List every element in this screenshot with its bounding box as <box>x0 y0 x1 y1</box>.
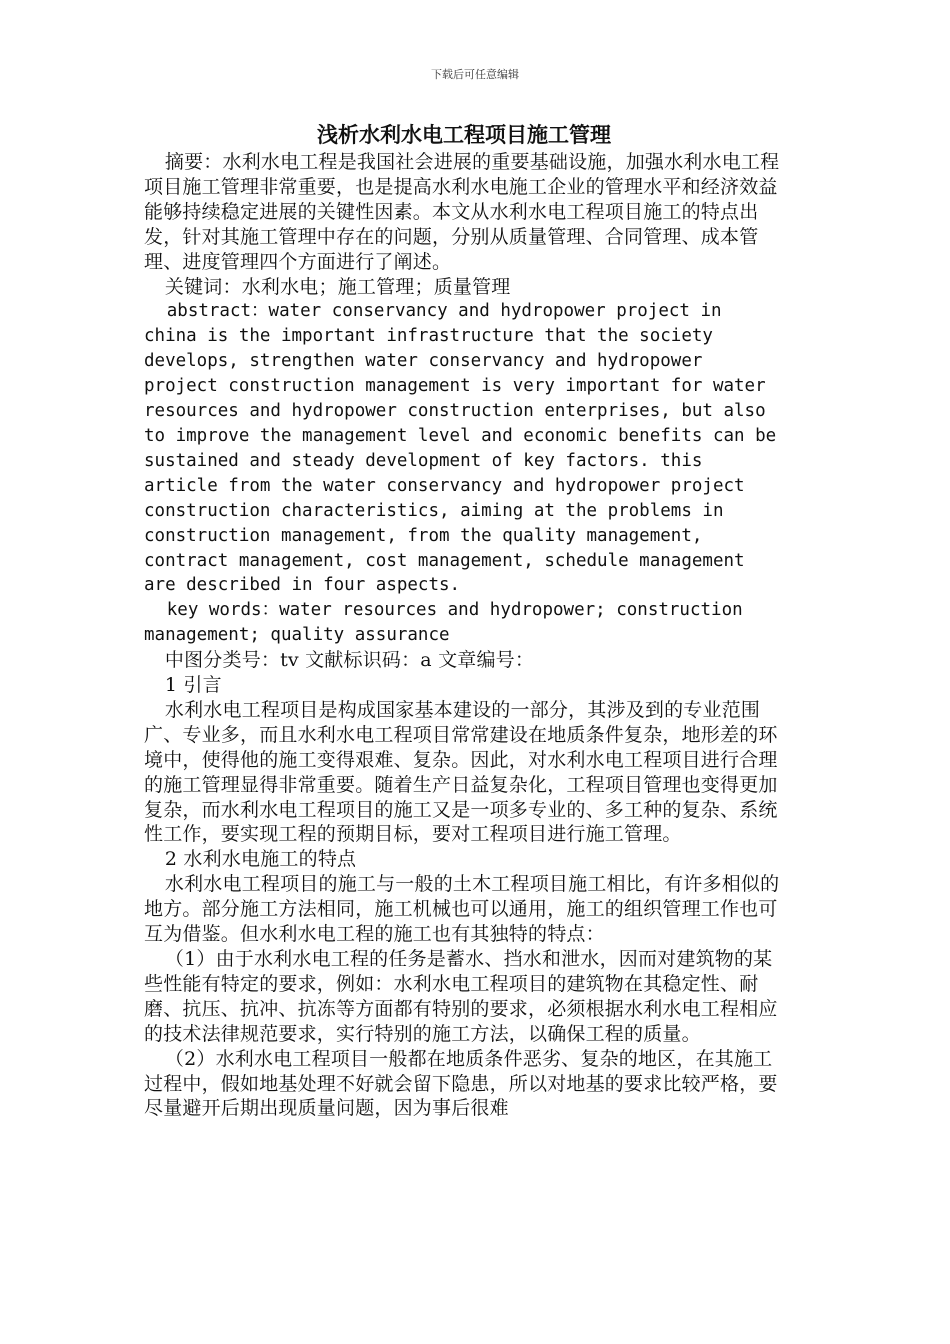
abstract-en: abstract：water conservancy and hydropower project in china is the important infrastructure that the society develops, strengthen water conservancy and hydropower project construction management is very important for water resources and hydropower construction enterprises, but also to improve the management level and economic benefits can be sustained and steady development of key factors. this article from the water conservancy and hydropower project construction characteristics, aiming at the problems in construction management, from the quality management, contract management, cost management, schedule management are described in four aspects. <box>144 301 777 596</box>
document-title: 浅析水利水电工程项目施工管理 <box>317 123 611 147</box>
document-body <box>144 120 784 1121</box>
section-1-paragraph: 水利水电工程项目是构成国家基本建设的一部分，其涉及到的专业范围广、专业多，而且水利水电工程项目常常建设在地质条件复杂，地形差的环境中，使得他的施工变得艰难、复杂。因此，对水利水电工程项目进行合理的施工管理显得非常重要。随着生产日益复杂化，工程项目管理也变得更加复杂，而水利水电工程项目的施工又是一项多专业的、多工种的复杂、系统性工作，要实现工程的预期目标，要对工程项目进行施工管理。 <box>144 698 778 846</box>
section-2-paragraph: 水利水电工程项目的施工与一般的土木工程项目施工相比，有许多相似的地方。部分施工方法相同，施工机械也可以通用，施工的组织管理工作也可互为借鉴。但水利水电工程的施工也有其独特的特点： <box>144 873 780 946</box>
section-heading-2: 2 水利水电施工的特点 <box>164 848 357 871</box>
keywords-en: key words：water resources and hydropower; construction management; quality assurance <box>144 600 743 646</box>
section-heading-1: 1 引言 <box>164 674 222 697</box>
classification-line: 中图分类号：tv 文献标识码：a 文章编号： <box>164 649 535 672</box>
section-2-item-1: （1）由于水利水电工程的任务是蓄水、挡水和泄水，因而对建筑物的某些性能有特定的要求，例如：水利水电工程项目的建筑物在其稳定性、耐磨、抗压、抗冲、抗冻等方面都有特别的要求，必须根据水利水电工程相应的技术法律规范要求，实行特别的施工方法，以确保工程的质量。 <box>144 948 778 1045</box>
section-2-item-2: （2）水利水电工程项目一般都在地质条件恶劣、复杂的地区，在其施工过程中，假如地基处理不好就会留下隐患，所以对地基的要求比较严格，要尽量避开后期出现质量问题，因为事后很难 <box>144 1047 778 1120</box>
keywords-cn: 关键词：水利水电；施工管理；质量管理 <box>164 275 511 298</box>
header-note: 下载后可任意编辑 <box>431 68 519 81</box>
abstract-cn: 摘要：水利水电工程是我国社会进展的重要基础设施，加强水利水电工程项目施工管理非常重要，也是提高水利水电施工企业的管理水平和经济效益能够持续稳定进展的关键性因素。本文从水利水电工程项目施工的特点出发，针对其施工管理中存在的问题，分别从质量管理、合同管理、成本管理、进度管理四个方面进行了阐述。 <box>144 151 780 273</box>
